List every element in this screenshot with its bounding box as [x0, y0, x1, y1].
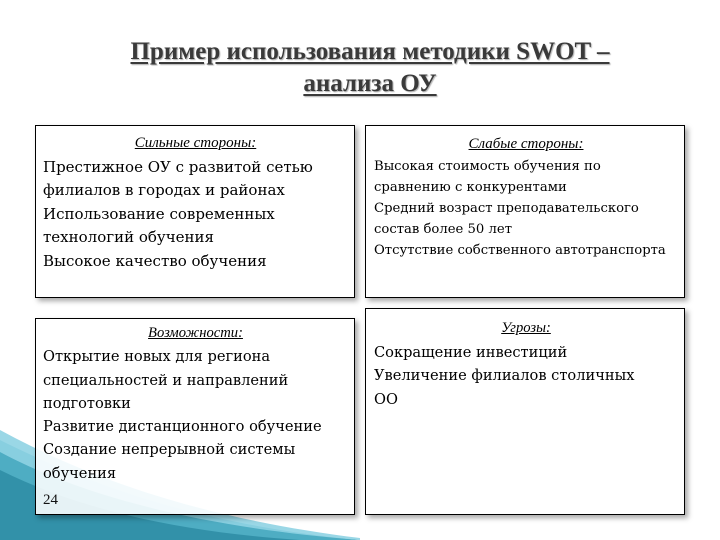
threats-heading: Угрозы:: [501, 320, 551, 336]
opportunities-heading: Возможности:: [148, 325, 243, 341]
weaknesses-item: Высокая стоимость обучения по: [374, 159, 601, 174]
slide-title: [70, 36, 670, 100]
threats-item: Сокращение инвестиций: [374, 343, 568, 361]
threats-item: ОО: [374, 390, 398, 408]
weaknesses-heading: Слабые стороны:: [468, 136, 584, 152]
opportunities-item: подготовки: [43, 394, 131, 412]
strengths-item: Высокое качество обучения: [43, 251, 267, 270]
opportunities-box: [35, 318, 355, 515]
weaknesses-item: состав более 50 лет: [374, 222, 512, 237]
weaknesses-box: [365, 125, 685, 298]
strengths-heading: Сильные стороны:: [134, 135, 257, 151]
opportunities-item: обучения: [43, 464, 117, 482]
threats-item: Увеличение филиалов столичных: [374, 367, 635, 384]
weaknesses-item: Отсутствие собственного автотранспорта: [374, 243, 666, 258]
slide-title-line-2: анализа ОУ: [303, 70, 437, 97]
opportunities-item: Открытие новых для региона: [43, 348, 271, 366]
opportunities-item: Создание непрерывной системы: [43, 441, 296, 459]
strengths-box: [35, 125, 355, 298]
weaknesses-item: сравнению с конкурентами: [374, 180, 567, 195]
slide-number: 24: [43, 492, 58, 508]
strengths-item: филиалов в городах и районах: [43, 181, 285, 199]
strengths-item: Использование современных: [43, 204, 275, 223]
opportunities-item: специальностей и направлений: [43, 371, 289, 389]
strengths-item: Престижное ОУ с развитой сетью: [43, 157, 313, 176]
weaknesses-item: Средний возраст преподавательского: [374, 201, 639, 216]
opportunities-item: Развитие дистанционного обучение: [43, 418, 322, 436]
strengths-item: технологий обучения: [43, 228, 214, 246]
slide-title-line-1: Пример использования методики SWOT –: [130, 38, 610, 65]
threats-box: [365, 308, 685, 515]
